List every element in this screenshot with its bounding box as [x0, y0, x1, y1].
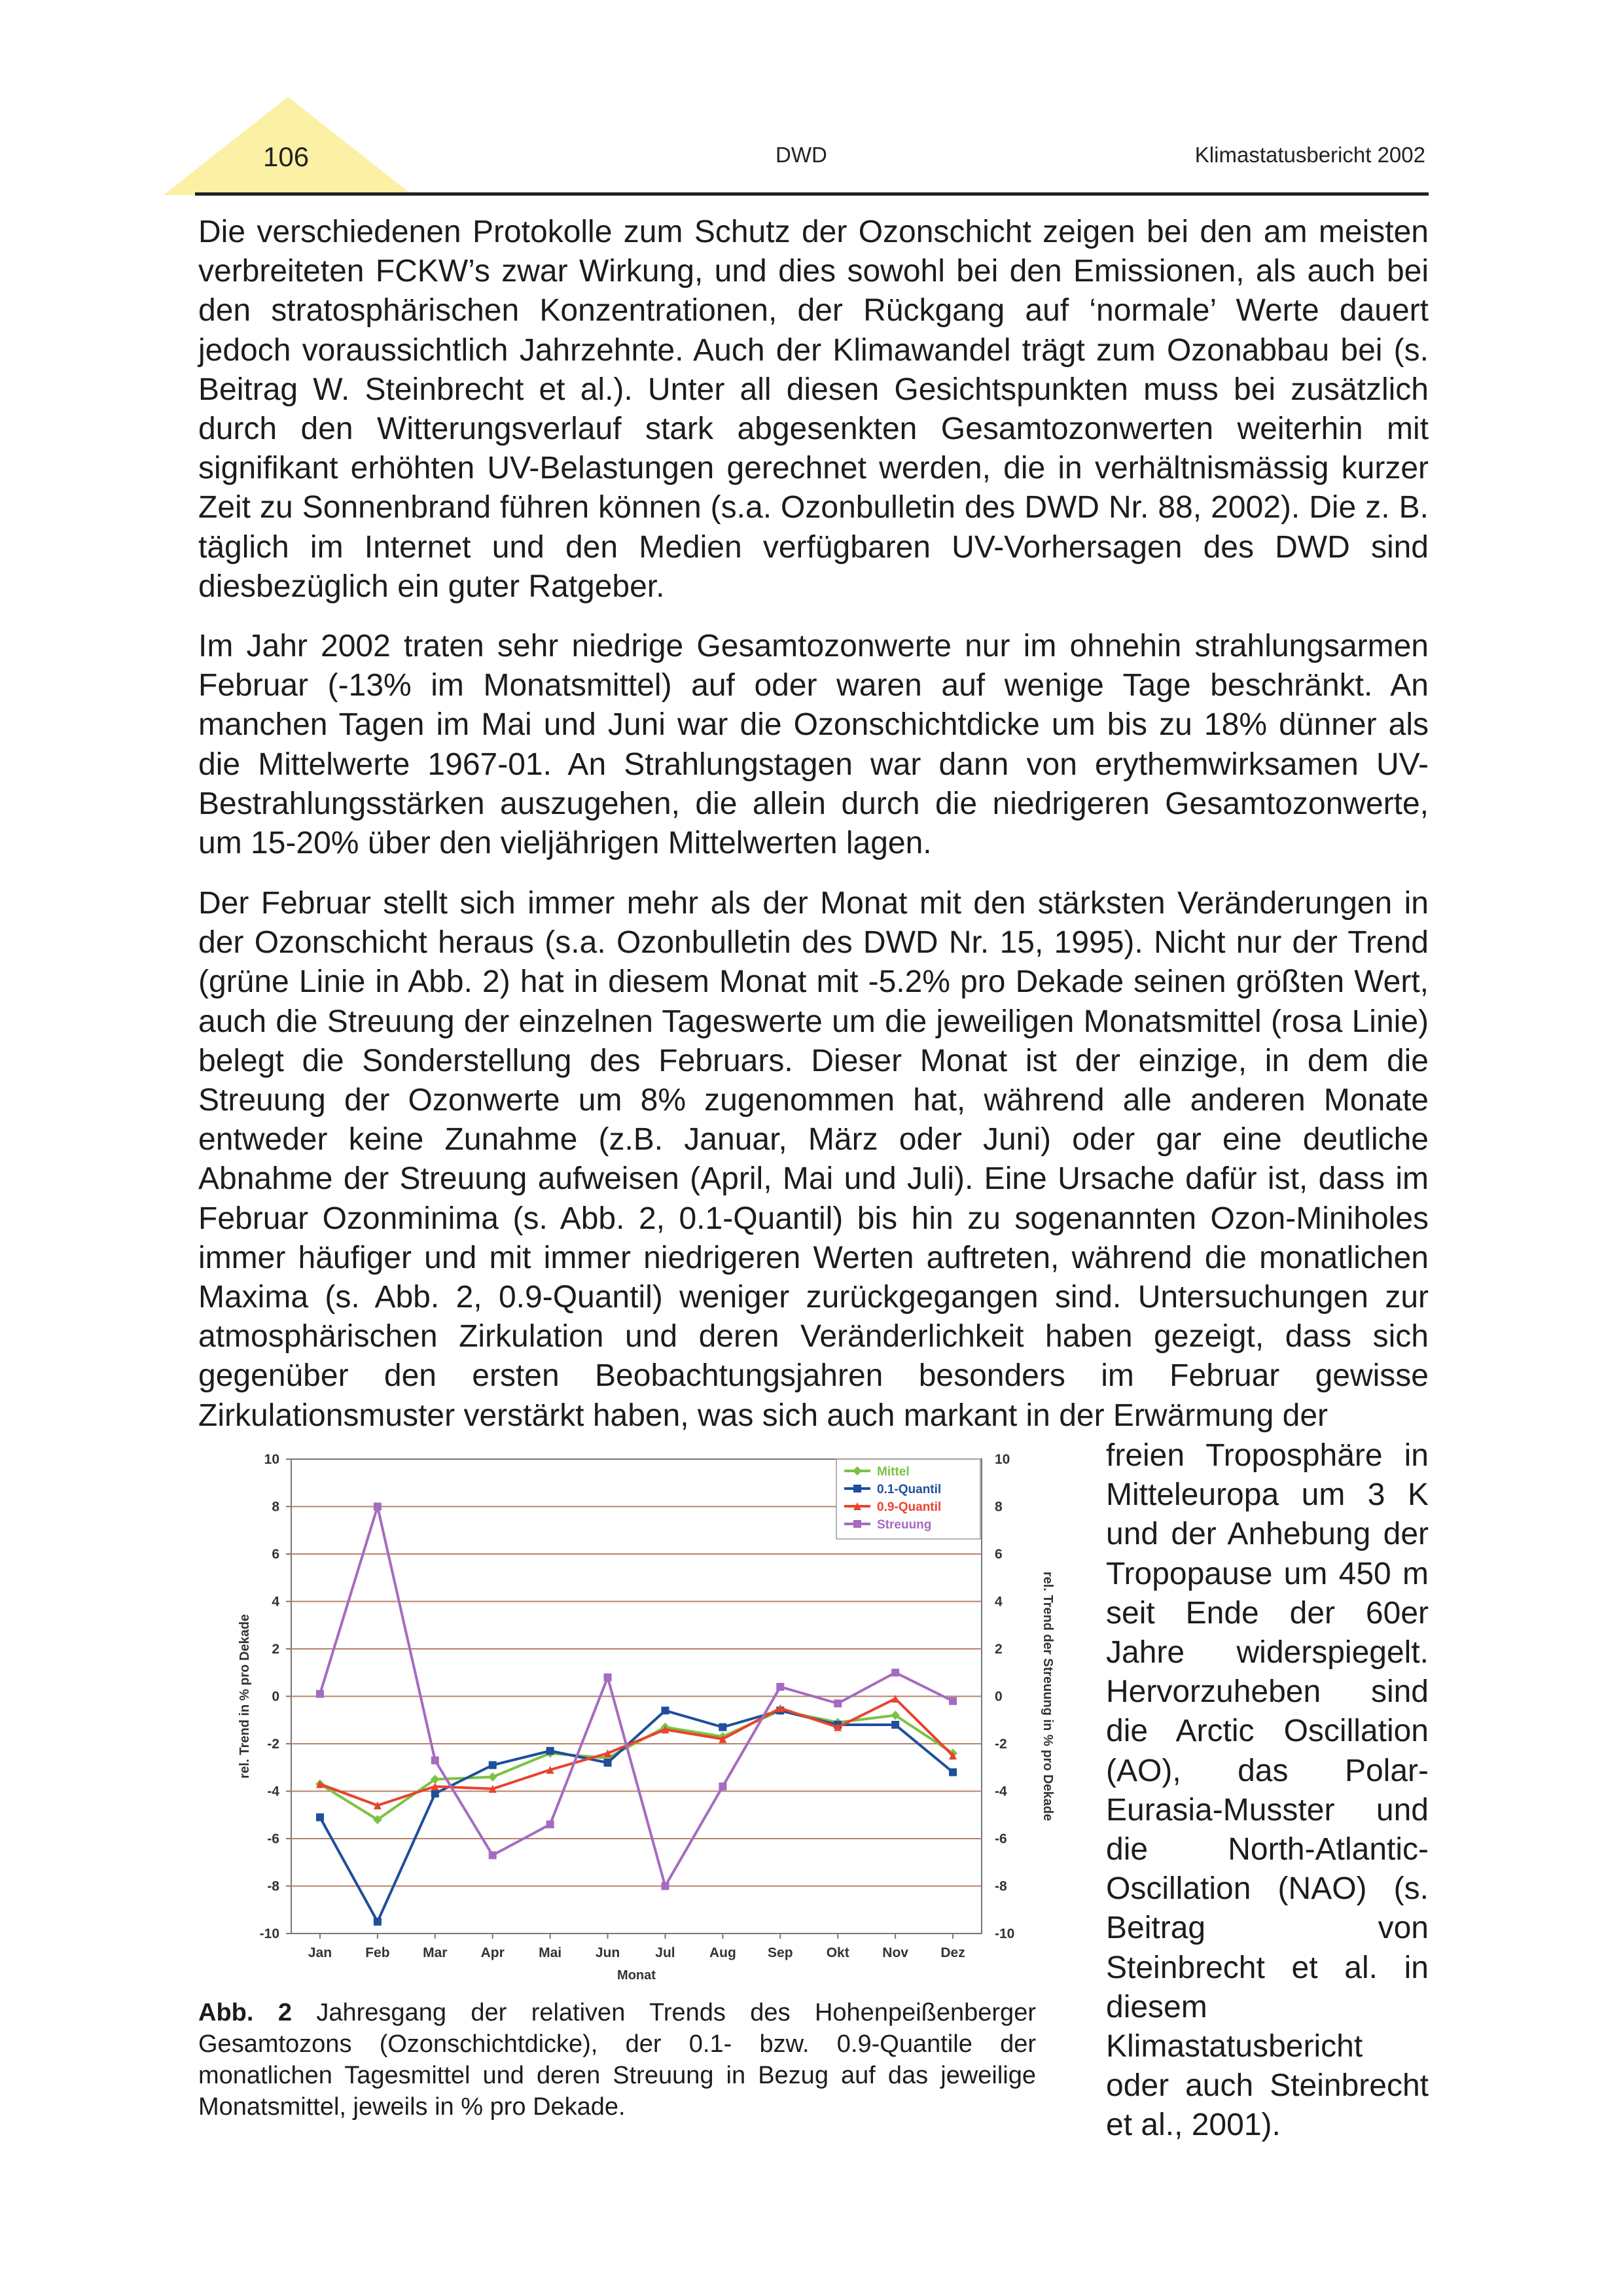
x-tick-label: Mai: [539, 1945, 562, 1960]
trend-chart: [232, 1446, 1063, 1989]
y-tick-label-right: 4: [995, 1594, 1003, 1610]
x-tick-label: Feb: [365, 1945, 390, 1960]
y-tick-label-right: 8: [995, 1499, 1003, 1515]
y-tick-label-right: -6: [995, 1831, 1007, 1846]
y-tick-label-right: -8: [995, 1879, 1007, 1894]
x-tick-label: Sep: [768, 1945, 793, 1960]
series-0-1-quantil-point: [891, 1721, 899, 1729]
series-streuung-point: [604, 1674, 612, 1682]
series-0-1-quantil-point: [489, 1761, 497, 1769]
paragraph-2: Im Jahr 2002 traten sehr niedrige Gesamtozonwerte nur im ohnehin strahlungsarmen Februar (-13% im Monatsmittel) auf oder waren auf wenige Tage beschränkt. An manchen Tagen im Mai und Juni war die Ozonschichtdicke um bis zu 18% dünner als die Mittelwerte 1967-01. An Strahlungstagen war dann von erythemwirksamen UV-Bestrahlungsstärken auszugehen, die allein durch die niedrigeren Gesamtozonwerte, um 15-20% über den vieljährigen Mittelwerten lagen.: [198, 629, 1429, 861]
series-streuung-point: [489, 1851, 497, 1859]
series-0-1-quantil-point: [949, 1769, 957, 1776]
header-publisher: DWD: [776, 143, 827, 167]
y-tick-label-left: 6: [272, 1547, 279, 1562]
header-report-title: Klimastatusbericht 2002: [1194, 143, 1425, 167]
legend-0-1-quantil-label: 0.1-Quantil: [877, 1483, 942, 1496]
series-streuung-point: [834, 1699, 842, 1707]
series-0-1-quantil-point: [431, 1790, 439, 1797]
x-tick-label: Aug: [709, 1945, 736, 1960]
legend-0-1-quantil-point: [853, 1485, 861, 1492]
y-tick-label-left: -2: [267, 1737, 279, 1752]
paragraph-1: Die verschiedenen Protokolle zum Schutz der Ozonschicht zeigen bei den am meisten verbreiteten FCKW’s zwar Wirkung, und dies sowohl bei den Emissionen, als auch bei den stratosphärischen Konzentrationen, der Rückgang auf ‘normale’ Werte dauert jedoch voraussichtlich Jahrzehnte. Auch der Klimawandel trägt zum Ozonabbau bei (s. Beitrag W. Steinbrecht et al.). Unter all diesen Gesichtspunkten muss bei zusätzlich durch den Witterungsverlauf stark abgesenkten Gesamtozonwerten weiterhin mit signifikant erhöhten UV-Belastungen gerechnet werden, die in verhältnismässig kurzer Zeit zu Sonnenbrand führen können (s.a. Ozonbulletin des DWD Nr. 88, 2002). Die z. B. täglich im Internet und den Medien verfügbaren UV-Vorhersagen des DWD sind diesbezüglich ein guter Ratgeber.: [198, 215, 1429, 604]
series-streuung-point: [891, 1669, 899, 1676]
y-tick-label-left: 2: [272, 1642, 279, 1657]
y-tick-label-right: 0: [995, 1689, 1003, 1704]
legend: [836, 1459, 980, 1539]
series-streuung-point: [719, 1782, 726, 1790]
x-tick-label: Apr: [480, 1945, 505, 1960]
y-axis-label-left: rel. Trend in % pro Dekade: [238, 1614, 252, 1779]
legend-streuung-point: [853, 1520, 861, 1528]
x-tick-label: Okt: [826, 1945, 849, 1960]
y-tick-label-left: 10: [264, 1452, 279, 1467]
y-tick-label-left: 4: [272, 1594, 279, 1610]
legend-streuung-label: Streuung: [877, 1518, 932, 1532]
series-streuung-point: [316, 1690, 324, 1698]
x-tick-label: Mar: [423, 1945, 448, 1960]
x-tick-label: Dez: [940, 1945, 965, 1960]
y-tick-label-left: -6: [267, 1831, 279, 1846]
figure-caption: [198, 1997, 1036, 2123]
x-axis-label: Monat: [617, 1968, 656, 1983]
caption-text: Jahresgang der relativen Trends des Hohenpeißenberger Gesamtozons (Ozonschichtdicke), der 0.1- bzw. 0.9-Quantile der monatlichen Tagesmittel und deren Streuung in Bezug auf das jeweilige Monatsmittel, jeweils in % pro Dekade.: [198, 1999, 1036, 2121]
series-streuung-point: [374, 1503, 382, 1511]
y-tick-label-left: 8: [272, 1499, 279, 1515]
legend-mittel-label: Mittel: [877, 1465, 910, 1479]
y-tick-label-left: -4: [267, 1784, 279, 1799]
header-rule: [195, 192, 1429, 196]
series-streuung-point: [431, 1756, 439, 1764]
series-0-1-quantil-point: [604, 1759, 612, 1767]
series-streuung-point: [949, 1697, 957, 1705]
series-0-1-quantil-point: [374, 1918, 382, 1926]
y-tick-label-left: 0: [272, 1689, 279, 1704]
series-streuung-point: [661, 1882, 669, 1890]
x-tick-label: Jun: [595, 1945, 620, 1960]
x-tick-label: Jul: [655, 1945, 675, 1960]
y-tick-label-right: 2: [995, 1642, 1003, 1657]
series-streuung-point: [546, 1820, 554, 1828]
y-tick-label-left: -10: [259, 1926, 279, 1941]
paragraph-3-continued: freien Troposphäre in Mitteleuropa um 3 K und der Anhebung der Tropopause um 450 m seit Ende der 60er Jahre widerspiegelt. Hervorzuheben sind die Arctic Oscillation (AO), das Polar-Eurasia-Musster und die North-Atlantic-Oscillation (NAO) (s. Beitrag von Steinbrecht et al. in diesem Klimastatusbericht oder auch Steinbrecht et al., 2001).: [1106, 1438, 1429, 2143]
y-tick-label-right: -4: [995, 1784, 1007, 1799]
series-0-1-quantil-point: [661, 1706, 669, 1714]
y-tick-label-right: 10: [995, 1452, 1010, 1467]
x-tick-label: Jan: [308, 1945, 332, 1960]
y-tick-label-right: 6: [995, 1547, 1003, 1562]
page-number: 106: [263, 141, 310, 172]
y-axis-label-right: rel. Trend der Streuung in % pro Dekade: [1041, 1571, 1055, 1822]
series-0-1-quantil-point: [719, 1723, 726, 1731]
paragraph-3: Der Februar stellt sich immer mehr als der Monat mit den stärksten Veränderungen in der Ozonschicht heraus (s.a. Ozonbulletin des DWD Nr. 15, 1995). Nicht nur der Trend (grüne Linie in Abb. 2) hat in diesem Monat mit -5.2% pro Dekade seinen größten Wert, auch die Streuung der einzelnen Tageswerte um die jeweiligen Monatsmittel (rosa Linie) belegt die Sonderstellung des Februars. Dieser Monat ist der einzige, in dem die Streuung der Ozonwerte um 8% zugenommen hat, während alle anderen Monate entweder keine Zunahme (z.B. Januar, März oder Juni) oder gar eine deutliche Abnahme der Streuung aufweisen (April, Mai und Juli). Eine Ursache dafür ist, dass im Februar Ozonminima (s. Abb. 2, 0.1-Quantil) bis hin zu sogenannten Ozon-Miniholes immer häufiger und mit immer niedrigeren Werten auftreten, während die monatlichen Maxima (s. Abb. 2, 0.9-Quantil) weniger zurückgegangen sind. Untersuchungen zur atmosphärischen Zirkulation und deren Veränderlichkeit haben gezeigt, dass sich gegenüber den ersten Beobachtungsjahren besonders im Februar gewisse Zirkulationsmuster verstärkt haben, was sich auch markant in der Erwärmung der: [198, 886, 1429, 1433]
caption-label: Abb. 2: [198, 1999, 292, 2026]
series-0-1-quantil-point: [316, 1813, 324, 1821]
x-tick-label: Nov: [882, 1945, 908, 1960]
series-streuung-point: [776, 1683, 784, 1691]
y-tick-label-right: -10: [995, 1926, 1015, 1941]
y-tick-label-left: -8: [267, 1879, 279, 1894]
series-0-1-quantil-point: [546, 1747, 554, 1755]
y-tick-label-right: -2: [995, 1737, 1007, 1752]
legend-0-9-quantil-label: 0.9-Quantil: [877, 1500, 942, 1514]
